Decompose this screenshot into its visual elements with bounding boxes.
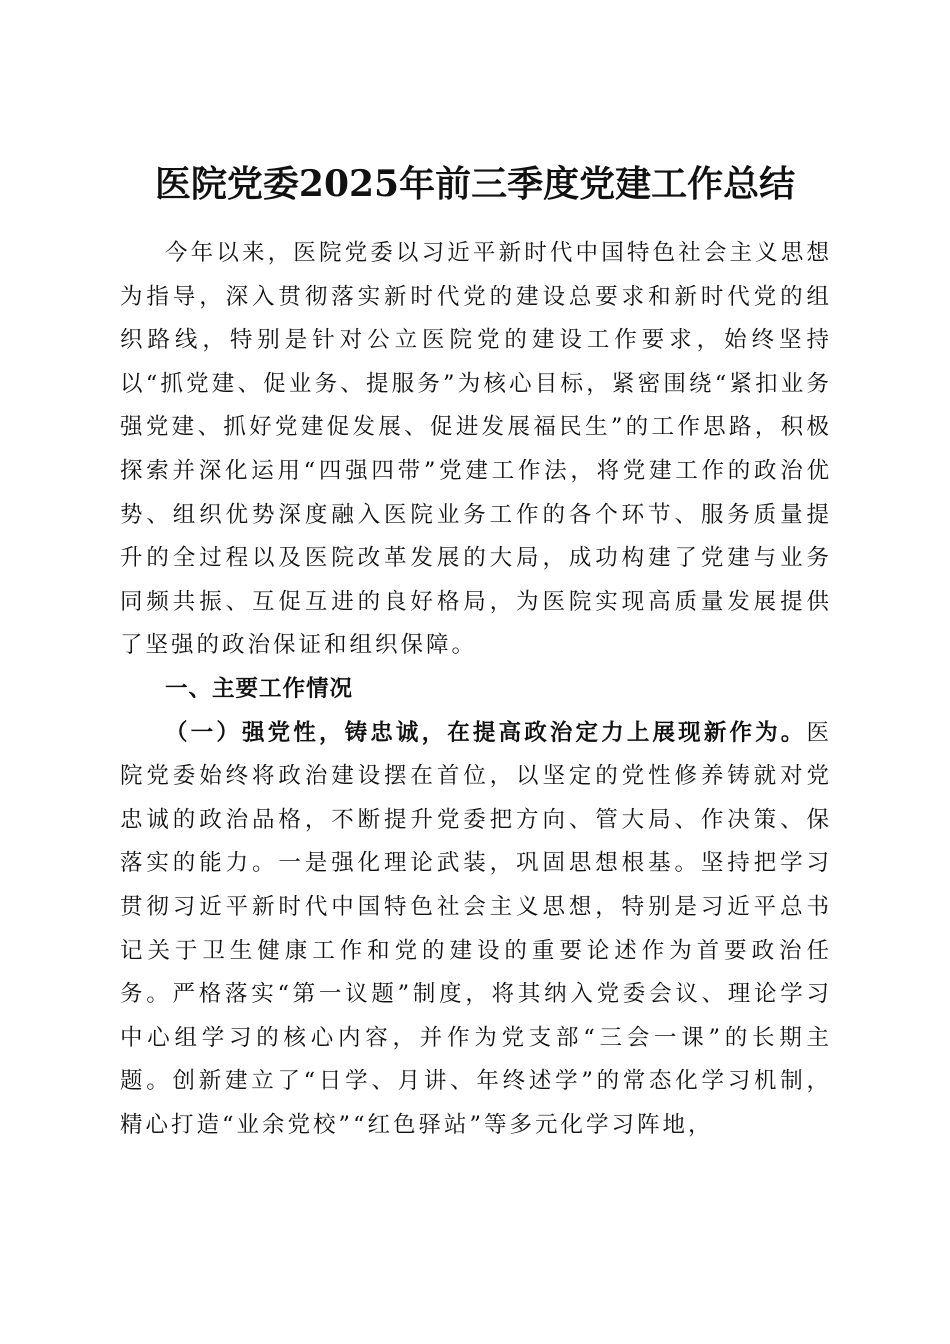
section-heading: 一、主要工作情况 [165,675,354,702]
intro-paragraph: 今年以来，医院党委以习近平新时代中国特色社会主义思想为指导，深入贯彻落实新时代党的建设总要求和新时代党的组织路线，特别是针对公立医院党的建设工作要求，始终坚持以“抓党建、促业务、提服务”为核心目标，紧密围绕“紧扣业务强党建、抓好党建促发展、促进发展福民生”的工作思路，积极探索并深化运用“四强四带”党建工作法，将党建工作的政治优势、组织优势深度融入医院业务工作的各个环节、服务质量提升的全过程以及医院改革发展的大局，成功构建了党建与业务同频共振、互促互进的良好格局，为医院实现高质量发展提供了坚强的政治保证和组织保障。 [120,240,832,659]
subsection-paragraph [120,712,832,1148]
document-title: 医院党委2025年前三季度党建工作总结 [154,163,796,206]
subsection-body: 医院党委始终将政治建设摆在首位，以坚定的党性修养铸就对党忠诚的政治品格，不断提升党委把方向、管大局、作决策、保落实的能力。一是强化理论武装，巩固思想根基。坚持把学习贯彻习近平新时代中国特色社会主义思想，特别是习近平总书记关于卫生健康工作和党的建设的重要论述作为首要政治任务。严格落实“第一议题”制度，将其纳入党委会议、理论学习中心组学习的核心内容，并作为党支部“三会一课”的长期主题。创新建立了“日学、月讲、年终述学”的常态化学习机制，精心打造“业余党校”“红色驿站”等多元化学习阵地， [120,719,832,1138]
document-body [120,232,832,1147]
subsection-heading: （一）强党性，铸忠诚，在提高政治定力上展现新作为。 [165,719,807,746]
